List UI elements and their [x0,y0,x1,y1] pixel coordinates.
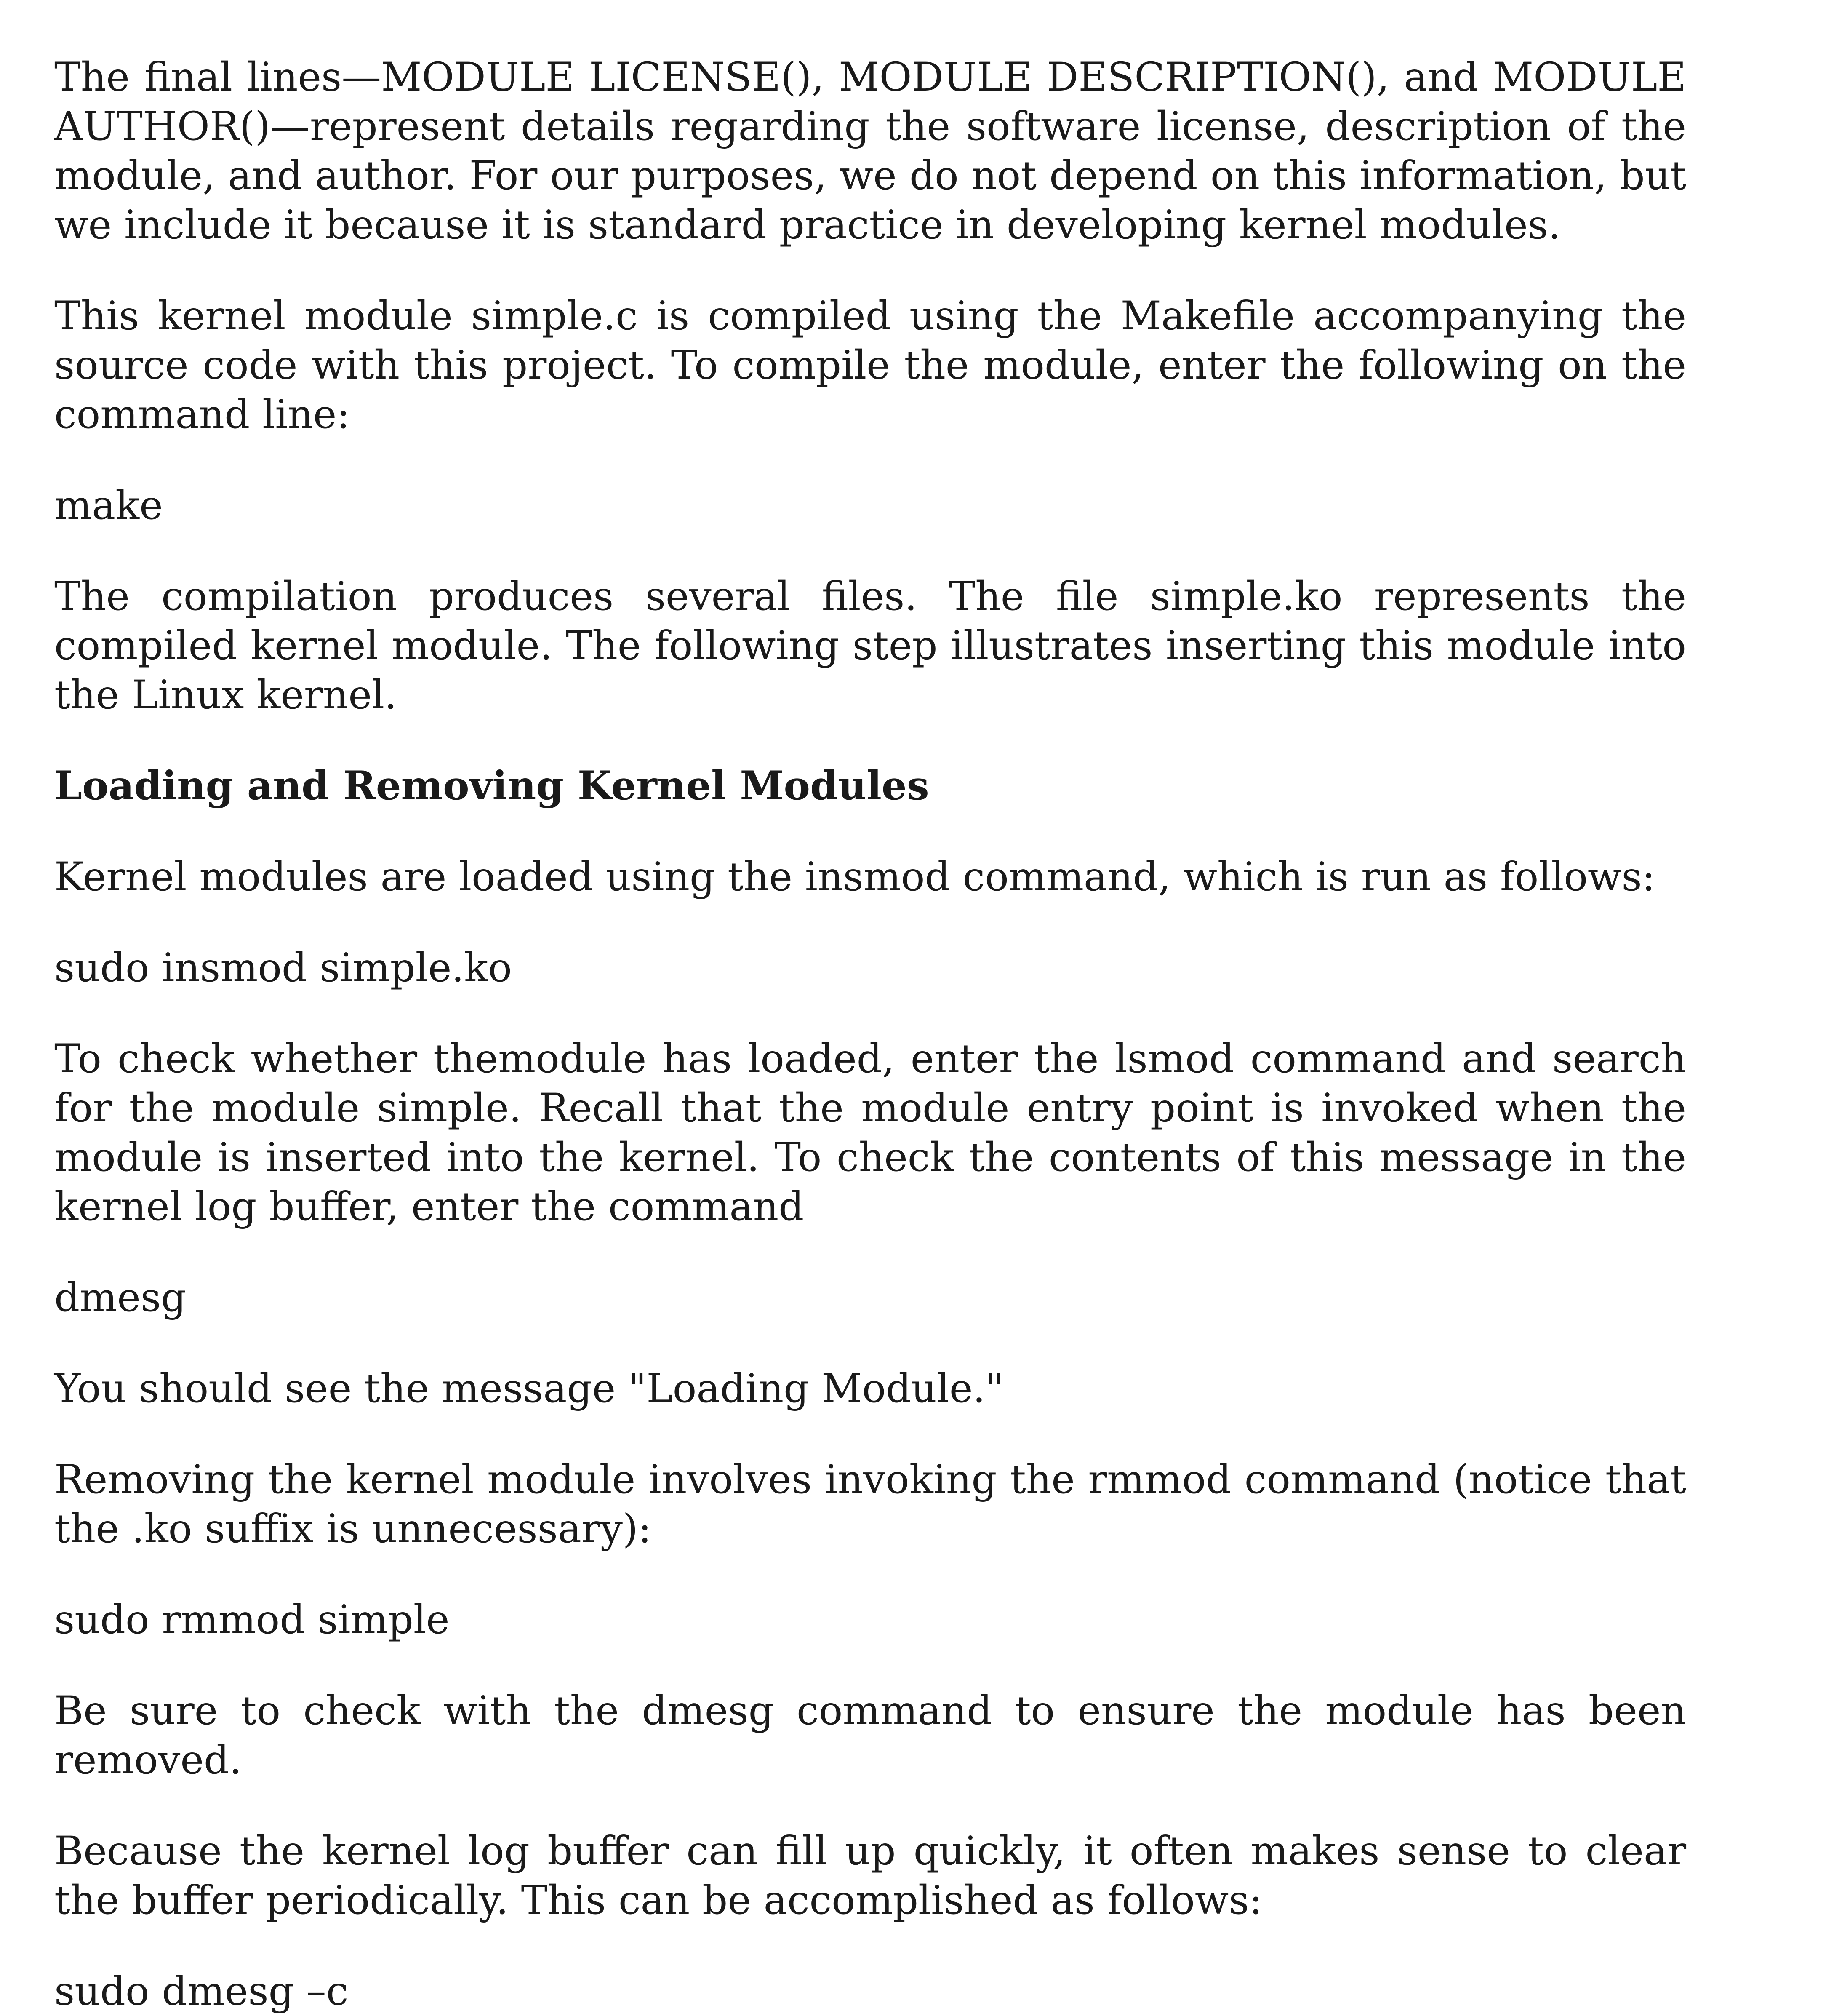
paragraph-check-loaded: To check whether themodule has loaded, enter the lsmod command and search for the module simple. Recall that the module entry point is invoked when the module is inserted into the kernel. To check the contents of this message in the kernel log buffer, enter the command [54,1036,1686,1230]
paragraph-insmod: Kernel modules are loaded using the insmod command, which is run as follows: [54,854,1655,900]
command-make: make [54,483,163,529]
paragraph-compilation: The compilation produces several files. The file simple.ko represents the compiled kernel module. The following step illustrates inserting this module into the Linux kernel. [54,574,1686,718]
command-rmmod: sudo rmmod simple [54,1597,450,1643]
command-dmesg-clear: sudo dmesg –c [54,1968,349,2014]
paragraph-rmmod: Removing the kernel module involves invoking the rmmod command (notice that the .ko suffix is unnecessary): [54,1457,1686,1552]
command-insmod: sudo insmod simple.ko [54,945,512,991]
paragraph-check-removed: Be sure to check with the dmesg command to ensure the module has been removed. [54,1688,1686,1783]
paragraph-module-license: The final lines—MODULE LICENSE(), MODULE DESCRIPTION(), and MODULE AUTHOR()—represent details regarding the software license, description of the module, and author. For our purposes, we do not depend on this information, but we include it because it is standard practice in developing kernel modules. [54,54,1686,248]
section-heading-loading-removing: Loading and Removing Kernel Modules [54,763,929,809]
paragraph-clear-buffer: Because the kernel log buffer can fill up quickly, it often makes sense to clear the buffer periodically. This can be accomplished as follows: [54,1828,1686,1923]
document-page [54,53,1686,2016]
paragraph-compile-intro: This kernel module simple.c is compiled using the Makefile accompanying the source code with this project. To compile the module, enter the following on the command line: [54,293,1686,438]
command-dmesg: dmesg [54,1275,187,1321]
paragraph-loading-message: You should see the message "Loading Module." [54,1366,1004,1412]
